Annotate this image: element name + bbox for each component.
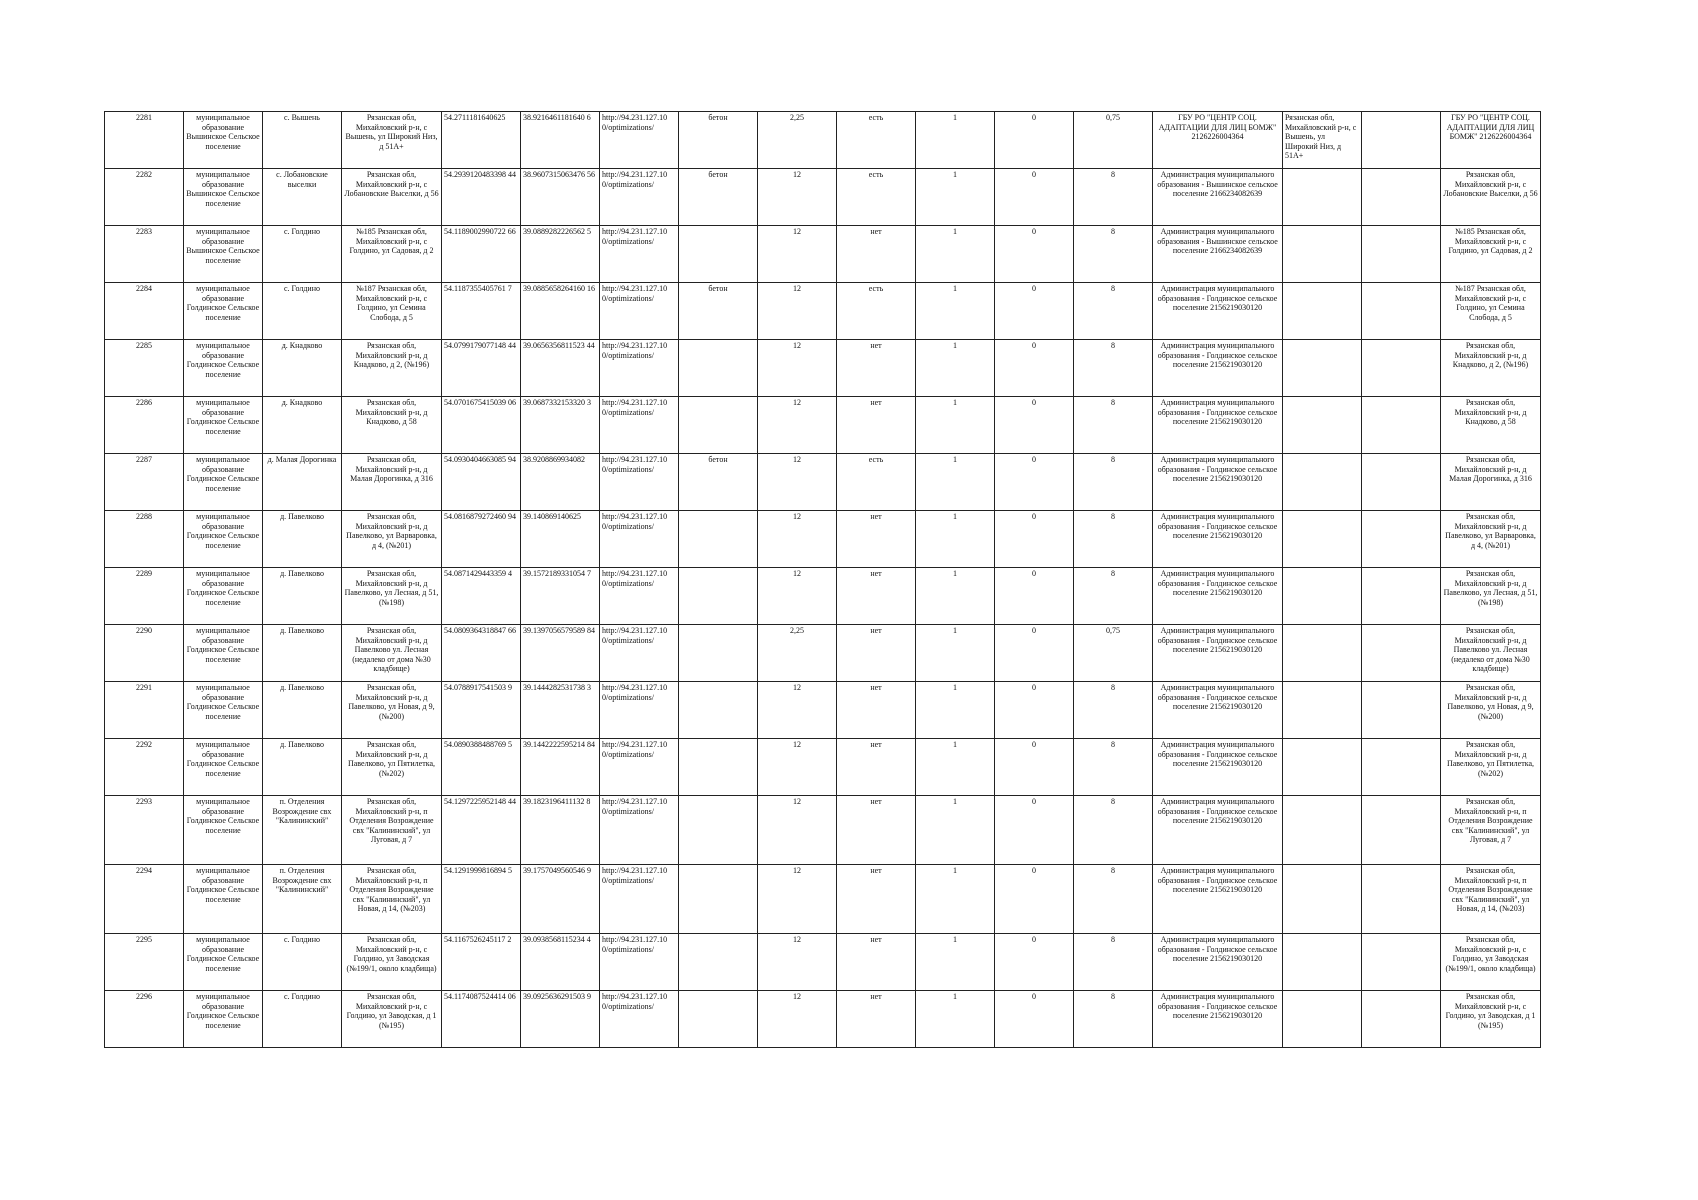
cell-owner: Администрация муниципального образования - Вышинское сельское поселение 2166234082639 [1153,169,1283,226]
cell-bunkers: 0 [995,682,1074,739]
cell-empty [1362,682,1441,739]
cell-bunkers: 0 [995,739,1074,796]
table-row [105,112,1541,169]
cell-id: 2296 [105,991,184,1048]
cell-map-link[interactable]: http://94.231.127.10 0/optimizations/ [600,397,679,454]
cell-latitude: 54.2711181640625 [442,112,521,169]
cell-address: Рязанская обл, Михайловский р-н, п Отделения Возрождение свх "Калининский", ул Новая, д 14, (№203) [342,865,442,934]
cell-owner: Администрация муниципального образования - Голдинское сельское поселение 2156219030120 [1153,739,1283,796]
cell-surface [679,340,758,397]
cell-volume: 8 [1074,340,1153,397]
cell-address: Рязанская обл, Михайловский р-н, д Павелково, ул Новая, д 9, (№200) [342,682,442,739]
cell-map-link[interactable]: http://94.231.127.10 0/optimizations/ [600,682,679,739]
cell-source: Рязанская обл, Михайловский р-н, с Голдино, ул Заводская, д 1 (№195) [1441,991,1541,1048]
cell-latitude: 54.1291999816894 5 [442,865,521,934]
cell-owner: ГБУ РО "ЦЕНТР СОЦ. АДАПТАЦИИ ДЛЯ ЛИЦ БОМЖ" 2126226004364 [1153,112,1283,169]
cell-surface [679,226,758,283]
cell-area: 12 [758,934,837,991]
cell-volume: 8 [1074,682,1153,739]
cell-owner-address [1283,865,1362,934]
cell-municipality: муниципальное образование Голдинское Сельское поселение [184,454,263,511]
cell-volume: 8 [1074,511,1153,568]
cell-municipality: муниципальное образование Голдинское Сельское поселение [184,568,263,625]
cell-bunkers: 0 [995,568,1074,625]
cell-owner-address [1283,340,1362,397]
cell-containers: 1 [916,340,995,397]
cell-volume: 8 [1074,397,1153,454]
cell-containers: 1 [916,625,995,682]
cell-bunkers: 0 [995,865,1074,934]
cell-owner: Администрация муниципального образования - Голдинское сельское поселение 2156219030120 [1153,934,1283,991]
cell-map-link[interactable]: http://94.231.127.10 0/optimizations/ [600,511,679,568]
cell-area: 12 [758,169,837,226]
cell-longitude: 38.9216461181640 6 [521,112,600,169]
cell-area: 12 [758,454,837,511]
cell-surface: бетон [679,283,758,340]
cell-municipality: муниципальное образование Голдинское Сельское поселение [184,934,263,991]
cell-source: Рязанская обл, Михайловский р-н, д Кнадково, д 2, (№196) [1441,340,1541,397]
cell-map-link[interactable]: http://94.231.127.10 0/optimizations/ [600,454,679,511]
cell-source: Рязанская обл, Михайловский р-н, д Малая Дорогинка, д 316 [1441,454,1541,511]
cell-bunkers: 0 [995,340,1074,397]
cell-surface [679,934,758,991]
cell-empty [1362,991,1441,1048]
cell-address: Рязанская обл, Михайловский р-н, с Лобановские Выселки, д 56 [342,169,442,226]
cell-fence: нет [837,934,916,991]
cell-settlement: с. Голдино [263,283,342,340]
cell-address: Рязанская обл, Михайловский р-н, д Павелково ул. Лесная (недалеко от дома №30 кладбище) [342,625,442,682]
cell-owner: Администрация муниципального образования - Голдинское сельское поселение 2156219030120 [1153,568,1283,625]
cell-latitude: 54.0890388488769 5 [442,739,521,796]
cell-latitude: 54.0871429443359 4 [442,568,521,625]
cell-longitude: 39.1442222595214 84 [521,739,600,796]
cell-containers: 1 [916,682,995,739]
cell-address: №185 Рязанская обл, Михайловский р-н, с Голдино, ул Садовая, д 2 [342,226,442,283]
cell-map-link[interactable]: http://94.231.127.10 0/optimizations/ [600,340,679,397]
table-row [105,739,1541,796]
cell-id: 2290 [105,625,184,682]
table-row [105,934,1541,991]
cell-owner-address [1283,283,1362,340]
cell-surface [679,991,758,1048]
cell-owner-address [1283,169,1362,226]
cell-owner-address [1283,682,1362,739]
cell-source: Рязанская обл, Михайловский р-н, д Кнадково, д 58 [1441,397,1541,454]
cell-map-link[interactable]: http://94.231.127.10 0/optimizations/ [600,934,679,991]
cell-volume: 8 [1074,568,1153,625]
cell-address: Рязанская обл, Михайловский р-н, п Отделения Возрождение свх "Калининский", ул Луговая, д 7 [342,796,442,865]
cell-fence: нет [837,568,916,625]
cell-id: 2281 [105,112,184,169]
cell-bunkers: 0 [995,397,1074,454]
cell-bunkers: 0 [995,283,1074,340]
cell-address: Рязанская обл, Михайловский р-н, с Вышень, ул Широкий Низ, д 51А+ [342,112,442,169]
cell-owner-address [1283,934,1362,991]
cell-volume: 8 [1074,226,1153,283]
cell-source: ГБУ РО "ЦЕНТР СОЦ. АДАПТАЦИИ ДЛЯ ЛИЦ БОМЖ" 2126226004364 [1441,112,1541,169]
cell-latitude: 54.0816879272460 94 [442,511,521,568]
cell-settlement: с. Лобановские выселки [263,169,342,226]
cell-id: 2288 [105,511,184,568]
cell-containers: 1 [916,991,995,1048]
cell-bunkers: 0 [995,169,1074,226]
table-row [105,169,1541,226]
cell-empty [1362,625,1441,682]
cell-area: 2,25 [758,625,837,682]
cell-fence: нет [837,511,916,568]
cell-settlement: д. Павелково [263,682,342,739]
cell-surface [679,625,758,682]
cell-address: Рязанская обл, Михайловский р-н, д Павелково, ул Варваровка, д 4, (№201) [342,511,442,568]
cell-owner-address [1283,226,1362,283]
cell-latitude: 54.2939120483398 44 [442,169,521,226]
table-row [105,454,1541,511]
cell-owner: Администрация муниципального образования - Голдинское сельское поселение 2156219030120 [1153,682,1283,739]
cell-owner-address [1283,796,1362,865]
cell-owner-address [1283,568,1362,625]
cell-area: 12 [758,226,837,283]
cell-source: Рязанская обл, Михайловский р-н, п Отделения Возрождение свх "Калининский", ул Новая, д 14, (№203) [1441,865,1541,934]
cell-containers: 1 [916,454,995,511]
cell-settlement: д. Малая Дорогинка [263,454,342,511]
cell-latitude: 54.0930404663085 94 [442,454,521,511]
cell-settlement: с. Вышень [263,112,342,169]
cell-fence: нет [837,739,916,796]
cell-settlement: д. Павелково [263,625,342,682]
cell-empty [1362,934,1441,991]
cell-fence: нет [837,796,916,865]
cell-municipality: муниципальное образование Голдинское Сельское поселение [184,283,263,340]
table-row [105,283,1541,340]
table-row [105,625,1541,682]
cell-id: 2285 [105,340,184,397]
cell-map-link[interactable]: http://94.231.127.10 0/optimizations/ [600,568,679,625]
cell-source: №185 Рязанская обл, Михайловский р-н, с Голдино, ул Садовая, д 2 [1441,226,1541,283]
cell-source: Рязанская обл, Михайловский р-н, д Павелково, ул Варваровка, д 4, (№201) [1441,511,1541,568]
cell-containers: 1 [916,283,995,340]
cell-owner: Администрация муниципального образования - Вышинское сельское поселение 2166234082639 [1153,226,1283,283]
cell-volume: 0,75 [1074,112,1153,169]
cell-fence: нет [837,991,916,1048]
table-row [105,865,1541,934]
cell-containers: 1 [916,568,995,625]
cell-longitude: 39.1397056579589 84 [521,625,600,682]
cell-containers: 1 [916,511,995,568]
cell-map-link[interactable]: http://94.231.127.10 0/optimizations/ [600,283,679,340]
cell-owner-address [1283,397,1362,454]
cell-surface: бетон [679,454,758,511]
cell-empty [1362,454,1441,511]
cell-owner-address [1283,454,1362,511]
cell-empty [1362,112,1441,169]
cell-fence: нет [837,340,916,397]
table-body [105,112,1541,1048]
cell-longitude: 39.1823196411132 8 [521,796,600,865]
cell-map-link[interactable]: http://94.231.127.10 0/optimizations/ [600,991,679,1048]
cell-owner: Администрация муниципального образования - Голдинское сельское поселение 2156219030120 [1153,991,1283,1048]
cell-settlement: д. Павелково [263,739,342,796]
cell-municipality: муниципальное образование Вышинское Сельское поселение [184,226,263,283]
cell-map-link[interactable]: http://94.231.127.10 0/optimizations/ [600,169,679,226]
cell-owner-address [1283,625,1362,682]
cell-longitude: 39.1757049560546 9 [521,865,600,934]
cell-source: Рязанская обл, Михайловский р-н, д Павелково, ул Пятилетка, (№202) [1441,739,1541,796]
cell-containers: 1 [916,397,995,454]
cell-longitude: 39.0938568115234 4 [521,934,600,991]
table-row [105,682,1541,739]
cell-source: Рязанская обл, Михайловский р-н, с Лобановские Выселки, д 56 [1441,169,1541,226]
cell-settlement: д. Кнадково [263,340,342,397]
table-row [105,796,1541,865]
cell-fence: нет [837,226,916,283]
cell-longitude: 39.0925636291503 9 [521,991,600,1048]
cell-owner: Администрация муниципального образования - Голдинское сельское поселение 2156219030120 [1153,397,1283,454]
cell-volume: 8 [1074,739,1153,796]
cell-id: 2293 [105,796,184,865]
cell-longitude: 39.0687332153320 3 [521,397,600,454]
cell-municipality: муниципальное образование Голдинское Сельское поселение [184,340,263,397]
cell-municipality: муниципальное образование Голдинское Сельское поселение [184,625,263,682]
cell-settlement: с. Голдино [263,934,342,991]
cell-empty [1362,397,1441,454]
cell-bunkers: 0 [995,796,1074,865]
cell-containers: 1 [916,865,995,934]
cell-empty [1362,865,1441,934]
cell-volume: 8 [1074,283,1153,340]
table-row [105,397,1541,454]
cell-bunkers: 0 [995,112,1074,169]
cell-source: Рязанская обл, Михайловский р-н, д Павелково, ул Новая, д 9, (№200) [1441,682,1541,739]
cell-owner: Администрация муниципального образования - Голдинское сельское поселение 2156219030120 [1153,865,1283,934]
cell-latitude: 54.1297225952148 44 [442,796,521,865]
cell-bunkers: 0 [995,991,1074,1048]
registry-table [104,111,1541,1048]
cell-latitude: 54.0799179077148 44 [442,340,521,397]
cell-empty [1362,511,1441,568]
cell-bunkers: 0 [995,934,1074,991]
cell-containers: 1 [916,934,995,991]
cell-surface [679,739,758,796]
cell-area: 12 [758,682,837,739]
cell-longitude: 39.1572189331054 7 [521,568,600,625]
cell-volume: 8 [1074,454,1153,511]
cell-empty [1362,283,1441,340]
cell-empty [1362,226,1441,283]
cell-containers: 1 [916,226,995,283]
cell-settlement: д. Павелково [263,568,342,625]
cell-containers: 1 [916,169,995,226]
cell-id: 2286 [105,397,184,454]
cell-volume: 8 [1074,865,1153,934]
cell-fence: есть [837,454,916,511]
cell-address: №187 Рязанская обл, Михайловский р-н, с Голдино, ул Семина Слобода, д 5 [342,283,442,340]
cell-id: 2287 [105,454,184,511]
cell-bunkers: 0 [995,454,1074,511]
cell-empty [1362,568,1441,625]
cell-owner-address: Рязанская обл, Михайловский р-н, с Вышень, ул Широкий Низ, д 51А+ [1283,112,1362,169]
cell-volume: 8 [1074,991,1153,1048]
cell-settlement: п. Отделения Возрождение свх "Калининский" [263,865,342,934]
cell-empty [1362,169,1441,226]
cell-owner: Администрация муниципального образования - Голдинское сельское поселение 2156219030120 [1153,454,1283,511]
cell-longitude: 39.140869140625 [521,511,600,568]
cell-address: Рязанская обл, Михайловский р-н, д Малая Дорогинка, д 316 [342,454,442,511]
cell-area: 12 [758,397,837,454]
cell-surface [679,511,758,568]
cell-longitude: 38.9208869934082 [521,454,600,511]
cell-bunkers: 0 [995,511,1074,568]
cell-bunkers: 0 [995,625,1074,682]
cell-area: 12 [758,739,837,796]
cell-municipality: муниципальное образование Голдинское Сельское поселение [184,796,263,865]
cell-id: 2283 [105,226,184,283]
cell-address: Рязанская обл, Михайловский р-н, с Голдино, ул Заводская, д 1 (№195) [342,991,442,1048]
cell-map-link[interactable]: http://94.231.127.10 0/optimizations/ [600,625,679,682]
cell-id: 2282 [105,169,184,226]
cell-source: Рязанская обл, Михайловский р-н, п Отделения Возрождение свх "Калининский", ул Луговая, д 7 [1441,796,1541,865]
table-row [105,226,1541,283]
table-row [105,511,1541,568]
cell-settlement: д. Кнадково [263,397,342,454]
cell-area: 12 [758,568,837,625]
cell-surface: бетон [679,169,758,226]
cell-owner: Администрация муниципального образования - Голдинское сельское поселение 2156219030120 [1153,625,1283,682]
cell-latitude: 54.1187355405761 7 [442,283,521,340]
cell-source: Рязанская обл, Михайловский р-н, с Голдино, ул Заводская (№199/1, около кладбища) [1441,934,1541,991]
cell-address: Рязанская обл, Михайловский р-н, д Кнадково, д 58 [342,397,442,454]
cell-surface [679,397,758,454]
cell-map-link[interactable]: http://94.231.127.10 0/optimizations/ [600,112,679,169]
cell-owner-address [1283,511,1362,568]
table-row [105,991,1541,1048]
cell-owner: Администрация муниципального образования - Голдинское сельское поселение 2156219030120 [1153,340,1283,397]
cell-area: 2,25 [758,112,837,169]
cell-longitude: 38.9607315063476 56 [521,169,600,226]
cell-source: Рязанская обл, Михайловский р-н, д Павелково, ул Лесная, д 51, (№198) [1441,568,1541,625]
cell-latitude: 54.1167526245117 2 [442,934,521,991]
cell-municipality: муниципальное образование Голдинское Сельское поселение [184,397,263,454]
cell-volume: 8 [1074,169,1153,226]
cell-municipality: муниципальное образование Вышинское Сельское поселение [184,112,263,169]
cell-containers: 1 [916,796,995,865]
cell-fence: есть [837,283,916,340]
cell-surface [679,865,758,934]
cell-surface [679,796,758,865]
cell-fence: есть [837,169,916,226]
cell-id: 2294 [105,865,184,934]
cell-empty [1362,739,1441,796]
cell-area: 12 [758,991,837,1048]
cell-owner-address [1283,991,1362,1048]
cell-owner: Администрация муниципального образования - Голдинское сельское поселение 2156219030120 [1153,283,1283,340]
cell-fence: нет [837,625,916,682]
cell-longitude: 39.0656356811523 44 [521,340,600,397]
cell-empty [1362,796,1441,865]
cell-latitude: 54.0701675415039 06 [442,397,521,454]
cell-address: Рязанская обл, Михайловский р-н, д Павелково, ул Пятилетка, (№202) [342,739,442,796]
cell-surface: бетон [679,112,758,169]
registry-sheet [104,111,1540,1048]
cell-municipality: муниципальное образование Голдинское Сельское поселение [184,865,263,934]
cell-address: Рязанская обл, Михайловский р-н, д Павелково, ул Лесная, д 51, (№198) [342,568,442,625]
cell-source: Рязанская обл, Михайловский р-н, д Павелково ул. Лесная (недалеко от дома №30 кладбище) [1441,625,1541,682]
cell-volume: 8 [1074,796,1153,865]
cell-containers: 1 [916,739,995,796]
cell-settlement: с. Голдино [263,226,342,283]
cell-id: 2292 [105,739,184,796]
cell-area: 12 [758,865,837,934]
cell-map-link[interactable]: http://94.231.127.10 0/optimizations/ [600,739,679,796]
cell-longitude: 39.1444282531738 3 [521,682,600,739]
cell-municipality: муниципальное образование Голдинское Сельское поселение [184,739,263,796]
cell-empty [1362,340,1441,397]
cell-owner: Администрация муниципального образования - Голдинское сельское поселение 2156219030120 [1153,796,1283,865]
cell-fence: есть [837,112,916,169]
cell-owner: Администрация муниципального образования - Голдинское сельское поселение 2156219030120 [1153,511,1283,568]
cell-surface [679,682,758,739]
cell-longitude: 39.0889282226562 5 [521,226,600,283]
cell-containers: 1 [916,112,995,169]
cell-bunkers: 0 [995,226,1074,283]
table-row [105,568,1541,625]
cell-map-link[interactable]: http://94.231.127.10 0/optimizations/ [600,865,679,934]
cell-longitude: 39.0885658264160 16 [521,283,600,340]
cell-source: №187 Рязанская обл, Михайловский р-н, с Голдино, ул Семина Слобода, д 5 [1441,283,1541,340]
cell-address: Рязанская обл, Михайловский р-н, д Кнадково, д 2, (№196) [342,340,442,397]
cell-latitude: 54.0809364318847 66 [442,625,521,682]
cell-area: 12 [758,796,837,865]
cell-fence: нет [837,865,916,934]
cell-id: 2289 [105,568,184,625]
cell-settlement: п. Отделения Возрождение свх "Калининский" [263,796,342,865]
cell-area: 12 [758,340,837,397]
cell-id: 2295 [105,934,184,991]
cell-address: Рязанская обл, Михайловский р-н, с Голдино, ул Заводская (№199/1, около кладбища) [342,934,442,991]
cell-municipality: муниципальное образование Голдинское Сельское поселение [184,991,263,1048]
cell-municipality: муниципальное образование Голдинское Сельское поселение [184,682,263,739]
cell-map-link[interactable]: http://94.231.127.10 0/optimizations/ [600,796,679,865]
cell-map-link[interactable]: http://94.231.127.10 0/optimizations/ [600,226,679,283]
cell-volume: 0,75 [1074,625,1153,682]
cell-latitude: 54.1174087524414 06 [442,991,521,1048]
cell-settlement: д. Павелково [263,511,342,568]
cell-municipality: муниципальное образование Голдинское Сельское поселение [184,511,263,568]
cell-volume: 8 [1074,934,1153,991]
cell-owner-address [1283,739,1362,796]
cell-settlement: с. Голдино [263,991,342,1048]
cell-surface [679,568,758,625]
cell-municipality: муниципальное образование Вышинское Сельское поселение [184,169,263,226]
cell-latitude: 54.0788917541503 9 [442,682,521,739]
cell-latitude: 54.1189002990722 66 [442,226,521,283]
cell-fence: нет [837,682,916,739]
cell-area: 12 [758,283,837,340]
cell-id: 2284 [105,283,184,340]
cell-id: 2291 [105,682,184,739]
cell-area: 12 [758,511,837,568]
cell-fence: нет [837,397,916,454]
table-row [105,340,1541,397]
